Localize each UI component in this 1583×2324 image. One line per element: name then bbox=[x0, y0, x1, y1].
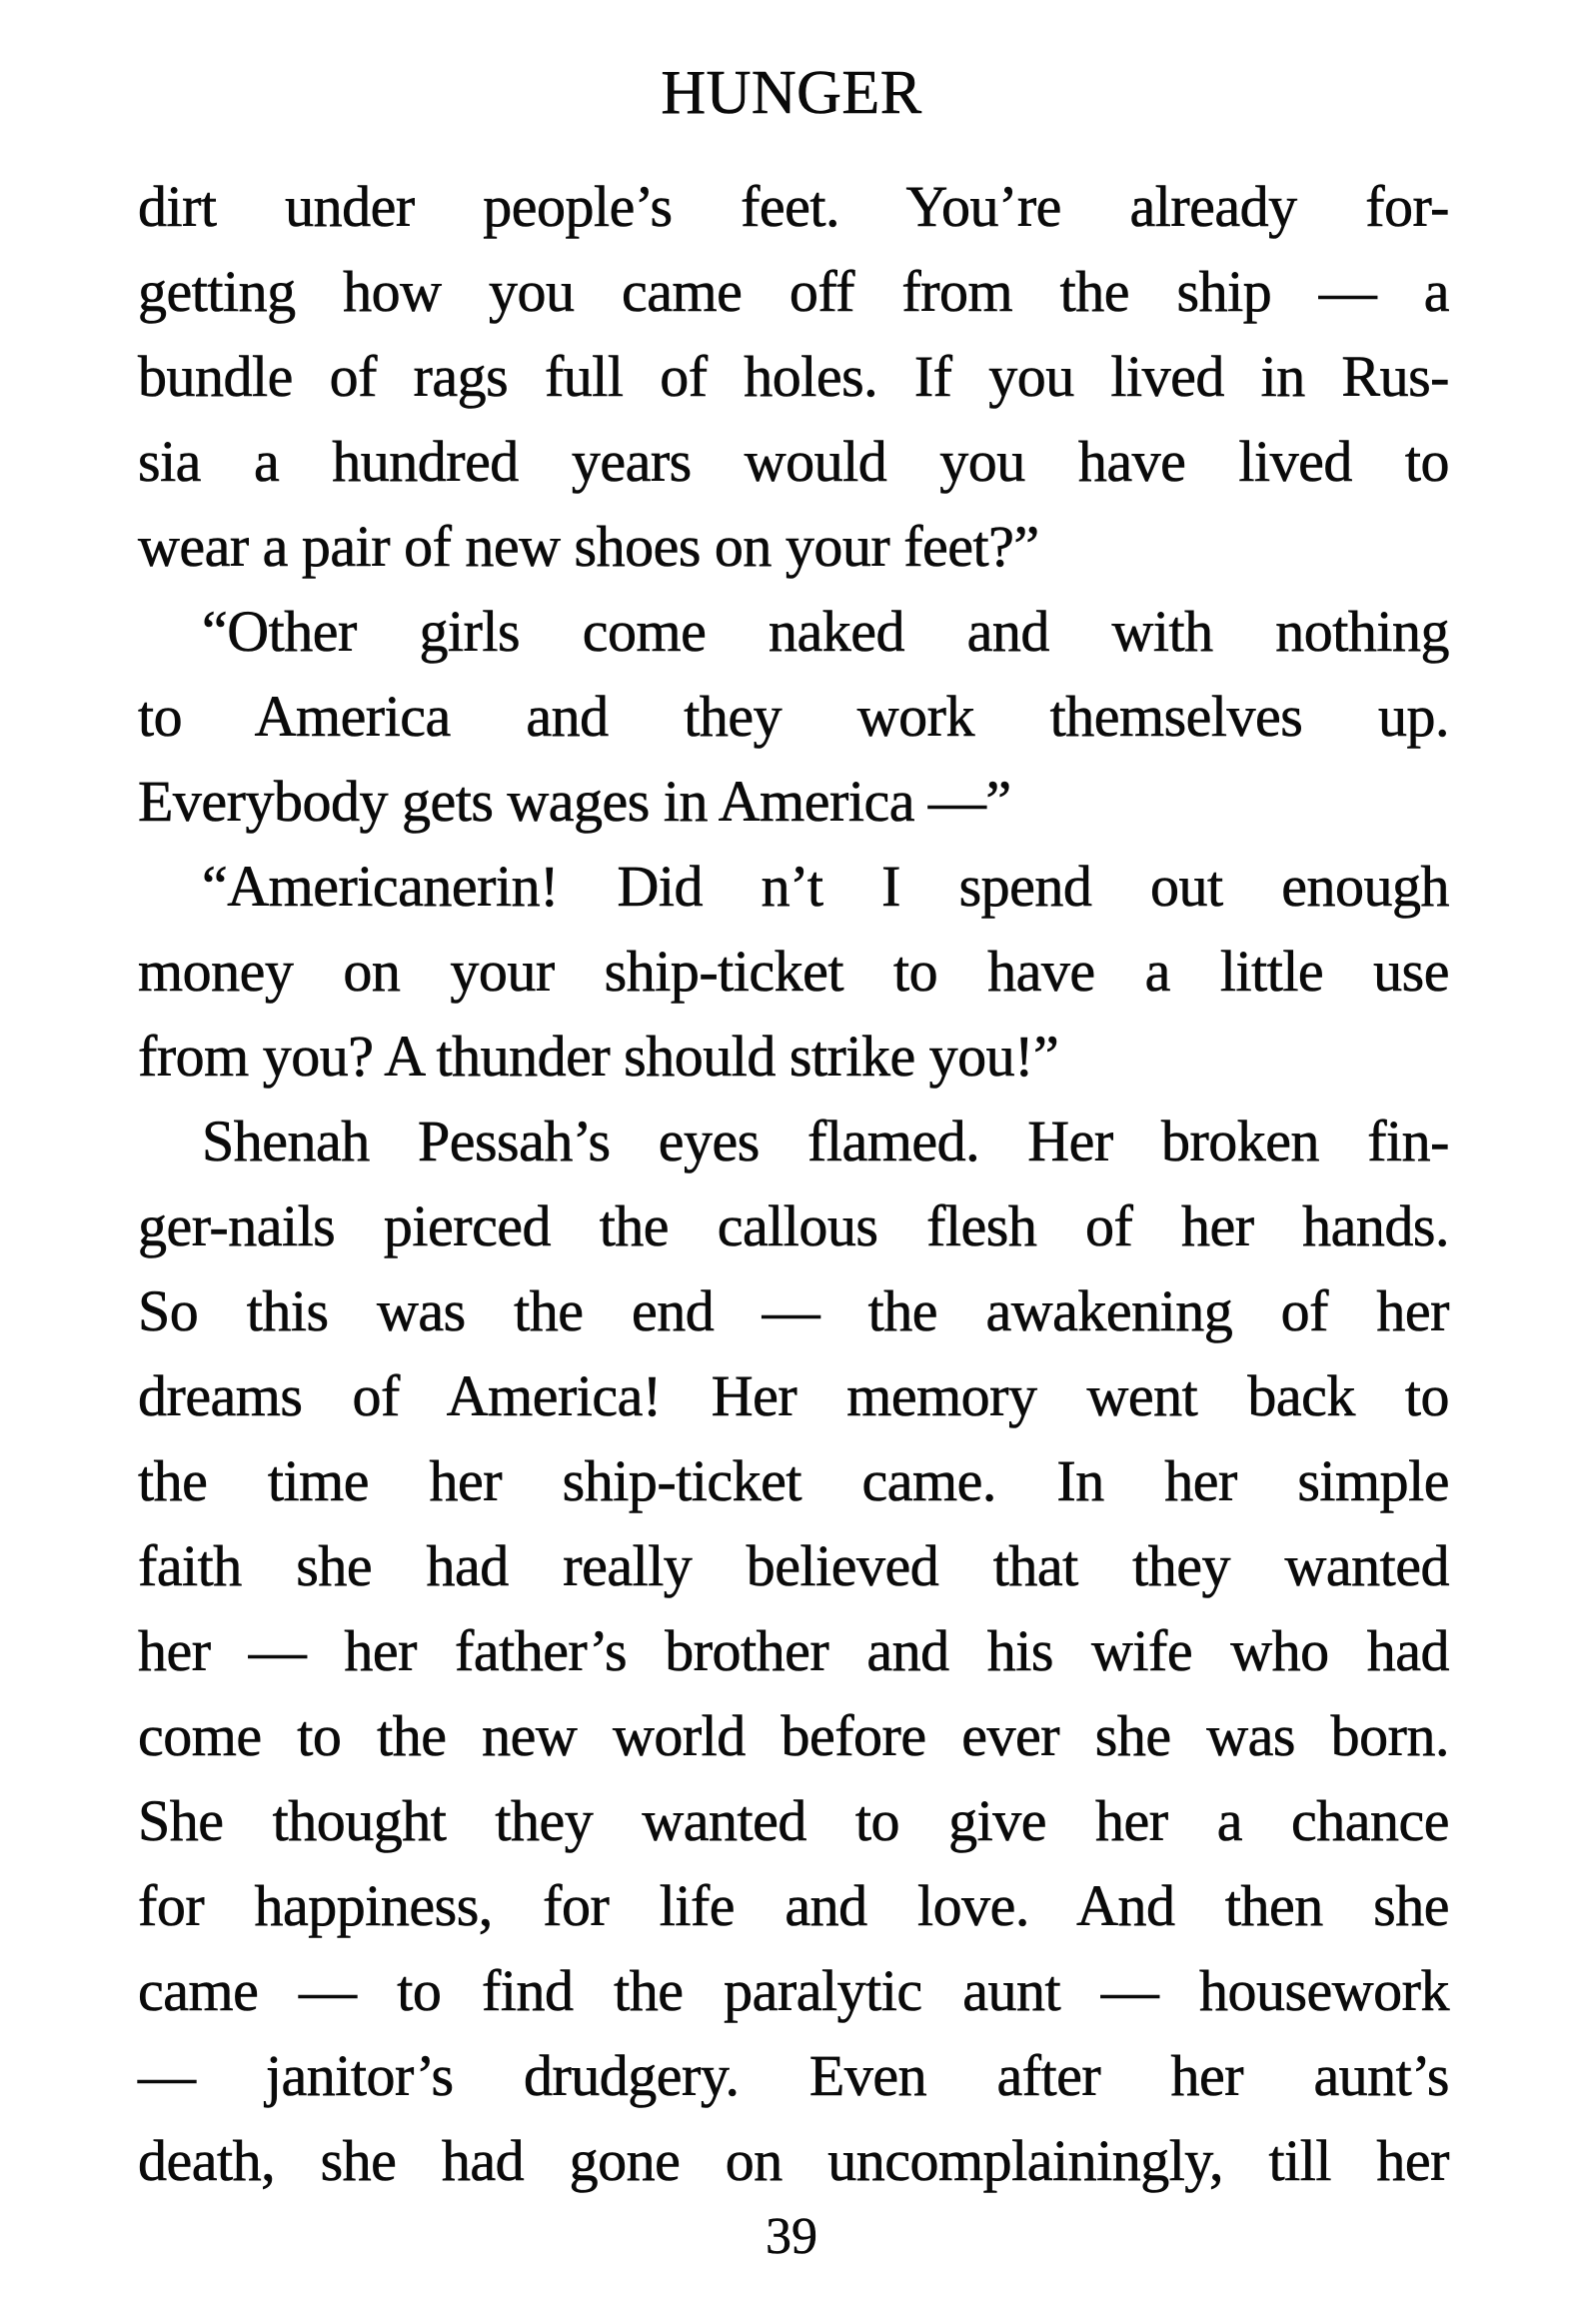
text-line: “Other girls come naked and with nothing bbox=[202, 599, 1449, 664]
text-line: come to the new world before ever she was born. bbox=[138, 1703, 1449, 1768]
text-line: dirt under people’s feet. You’re already for- bbox=[138, 174, 1449, 239]
text-line: came — to find the paralytic aunt — housework bbox=[138, 1958, 1449, 2023]
text-line: her — her father’s brother and his wife who had bbox=[138, 1618, 1449, 1683]
text-line: — janitor’s drudgery. Even after her aunt’s bbox=[138, 2043, 1449, 2108]
text-line: ger-nails pierced the callous flesh of her hands. bbox=[138, 1193, 1449, 1258]
body-text bbox=[138, 164, 1449, 2203]
text-line: dreams of America! Her memory went back to bbox=[138, 1363, 1449, 1428]
text-line: She thought they wanted to give her a chance bbox=[138, 1788, 1449, 1853]
text-line: from you? A thunder should strike you!” bbox=[138, 1024, 1059, 1089]
text-line: death, she had gone on uncomplainingly, till her bbox=[138, 2128, 1449, 2193]
text-line: for happiness, for life and love. And then she bbox=[138, 1873, 1449, 1938]
text-line: money on your ship-ticket to have a little use bbox=[138, 939, 1449, 1004]
text-line: “Americanerin! Did n’t I spend out enough bbox=[202, 854, 1449, 919]
text-line: the time her ship-ticket came. In her simple bbox=[138, 1448, 1449, 1513]
text-line: to America and they work themselves up. bbox=[138, 684, 1449, 749]
text-line: So this was the end — the awakening of her bbox=[138, 1278, 1449, 1343]
text-line: bundle of rags full of holes. If you lived in Rus- bbox=[138, 344, 1449, 409]
page-title: HUNGER bbox=[661, 59, 922, 127]
text-line: Everybody gets wages in America —” bbox=[138, 769, 1011, 834]
text-line: getting how you came off from the ship — a bbox=[138, 259, 1449, 324]
page-number: 39 bbox=[766, 2208, 817, 2265]
text-line: sia a hundred years would you have lived to bbox=[138, 429, 1449, 494]
text-line: wear a pair of new shoes on your feet?” bbox=[138, 514, 1039, 579]
text-line: Shenah Pessah’s eyes flamed. Her broken fin- bbox=[202, 1109, 1449, 1173]
text-line: faith she had really believed that they wanted bbox=[138, 1533, 1449, 1598]
